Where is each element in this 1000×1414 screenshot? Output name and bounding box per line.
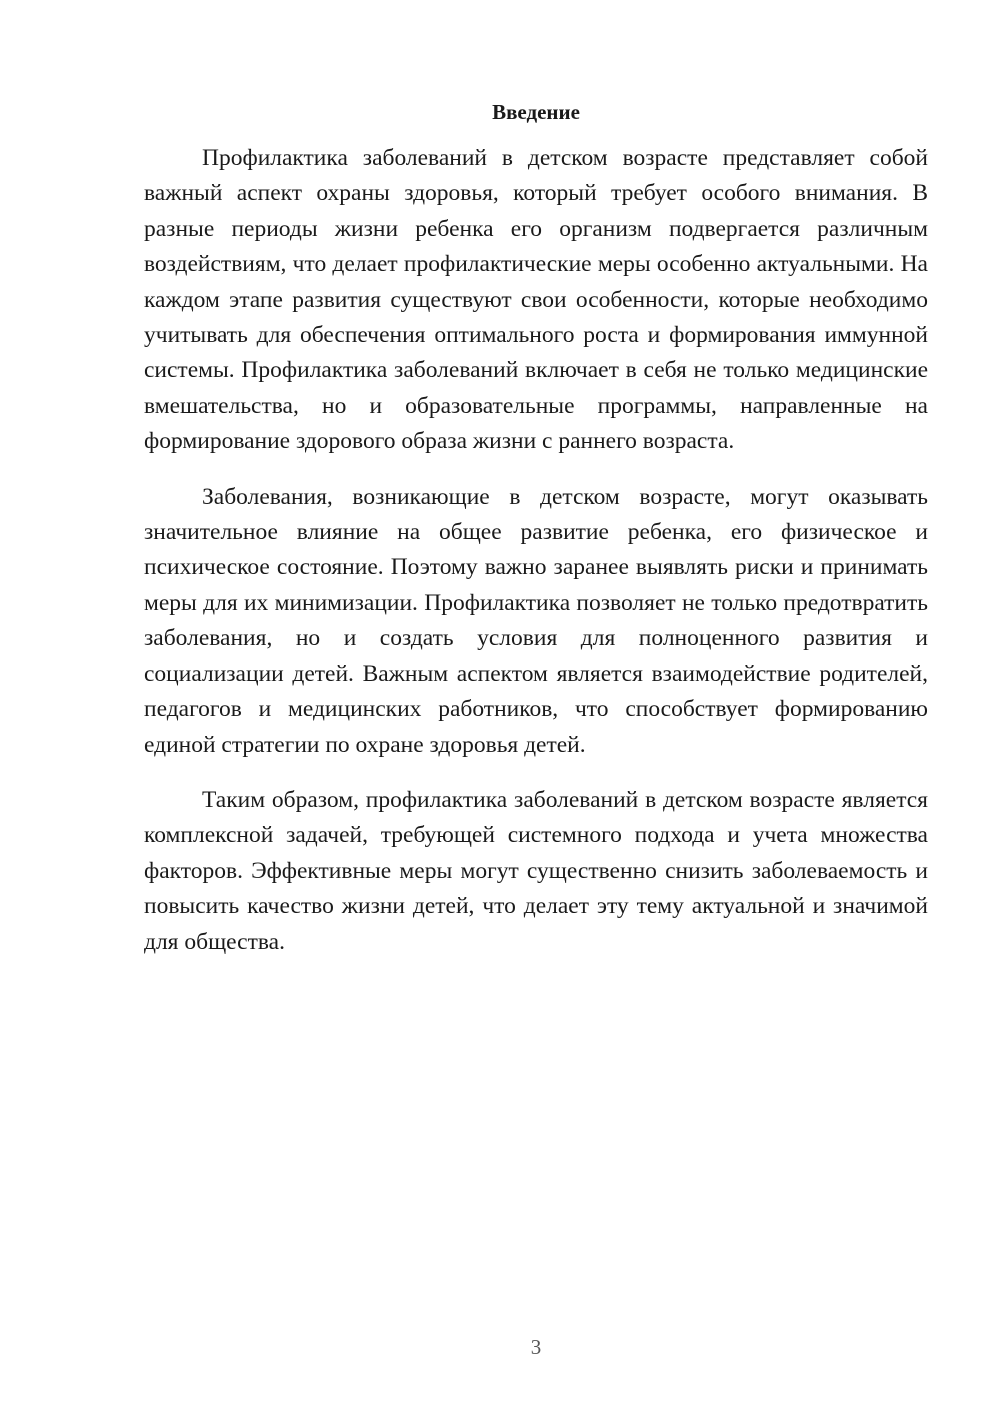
section-heading: Введение xyxy=(492,100,580,124)
page-number: 3 xyxy=(530,1335,542,1359)
paragraph-1: Профилактика заболеваний в детском возрасте представляет собой важный аспект охраны здоровья, который требует особого внимания. В разные периоды жизни ребенка его организм подвергается различным воздействиям, что делает профилактические меры особенно актуальными. На каждом этапе развития существуют свои особенности, которые необходимо учитывать для обеспечения оптимального роста и формирования иммунной системы. Профилактика заболеваний включает в себя не только медицинские вмешательства, но и образовательные программы, направленные на формирование здорового образа жизни с раннего возраста. xyxy=(144,145,928,455)
paragraph-3: Таким образом, профилактика заболеваний в детском возрасте является комплексной задачей, требующей системного подхода и учета множества факторов. Эффективные меры могут существенно снизить заболеваемость и повысить качество жизни детей, что делает эту тему актуальной и значимой для общества. xyxy=(144,786,928,955)
body-text xyxy=(144,141,928,980)
paragraph-2: Заболевания, возникающие в детском возрасте, могут оказывать значительное влияние на общее развитие ребенка, его физическое и психическое состояние. Поэтому важно заранее выявлять риски и принимать меры для их минимизации. Профилактика позволяет не только предотвратить заболевания, но и создать условия для полноценного развития и социализации детей. Важным аспектом является взаимодействие родителей, педагогов и медицинских работников, что способствует формированию единой стратегии по охране здоровья детей. xyxy=(144,483,928,758)
